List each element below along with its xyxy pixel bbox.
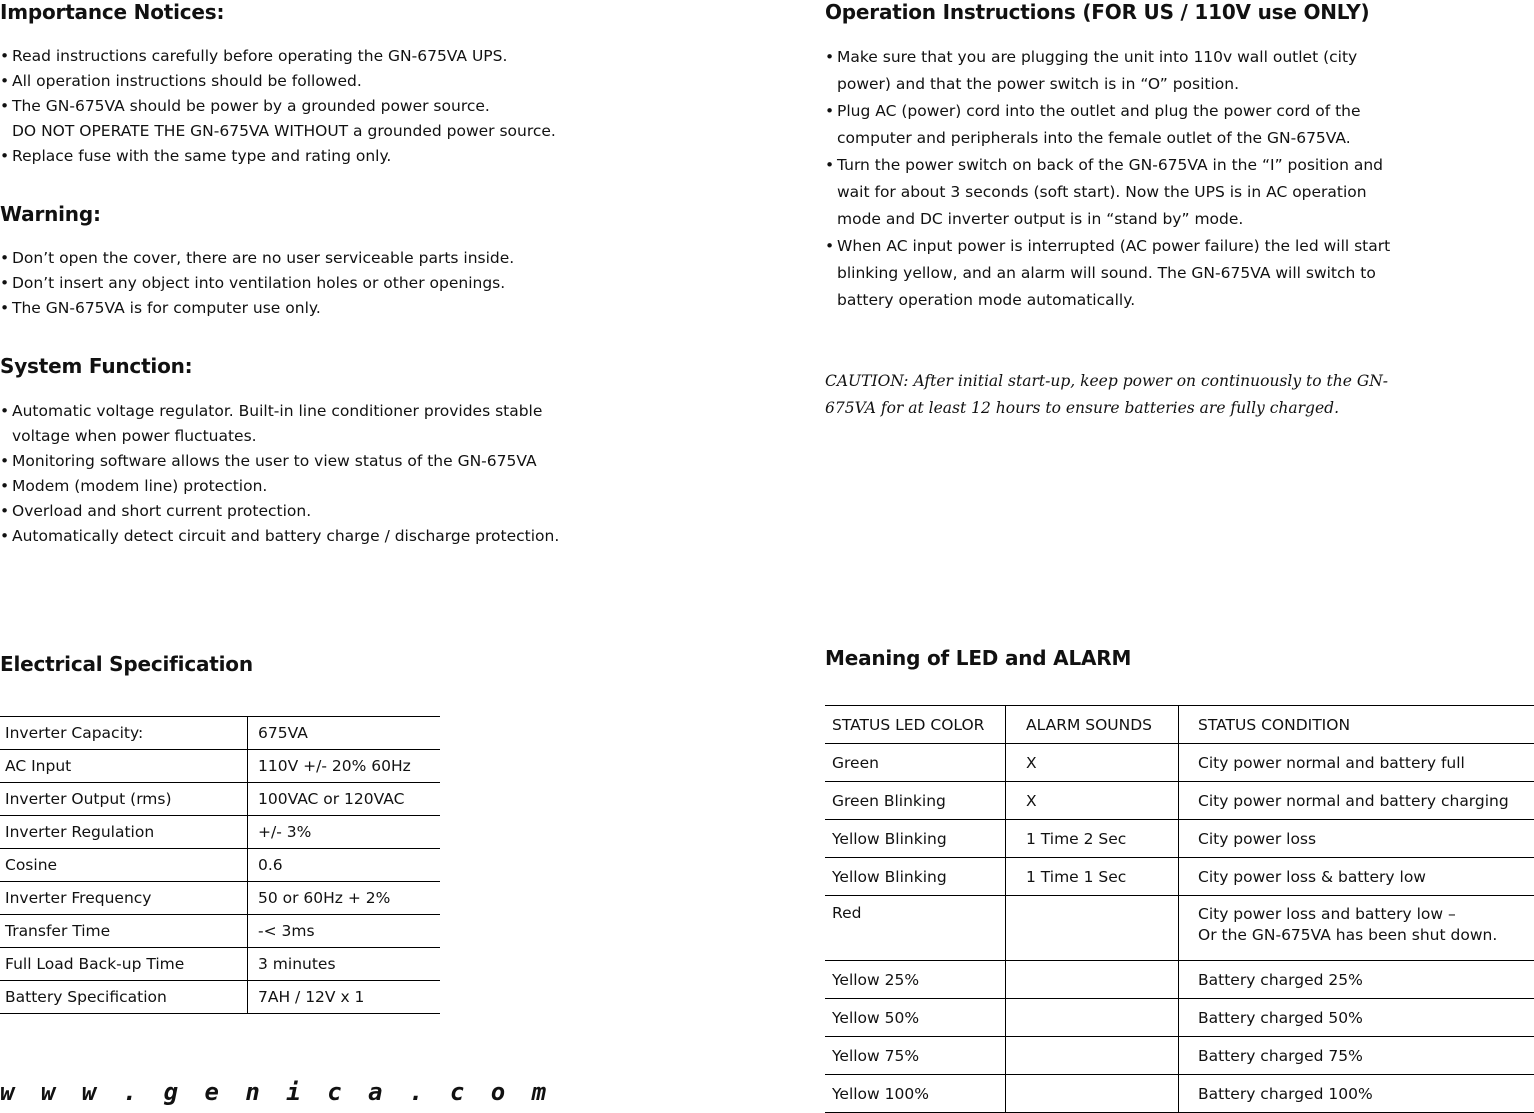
list-item: • All operation instructions should be followed.: [0, 69, 620, 94]
importance-notices-heading: Importance Notices:: [0, 0, 224, 24]
spec-value: 0.6: [248, 849, 441, 882]
table-row: [825, 896, 1534, 961]
list-item: • Don’t insert any object into ventilation holes or other openings.: [0, 271, 620, 296]
led-color-cell: Yellow 100%: [825, 1075, 1006, 1113]
table-row: [825, 744, 1534, 782]
list-item: [0, 94, 620, 144]
spec-label: Battery Specification: [0, 981, 248, 1014]
column-header-status-condition: STATUS CONDITION: [1179, 706, 1534, 744]
status-condition-cell: City power loss: [1179, 820, 1534, 858]
led-color-cell: Green: [825, 744, 1006, 782]
led-color-cell: Yellow Blinking: [825, 820, 1006, 858]
list-item: • Modem (modem line) protection.: [0, 474, 575, 499]
table-row: [825, 1037, 1534, 1075]
list-item-continuation: DO NOT OPERATE THE GN-675VA WITHOUT a grounded power source.: [12, 122, 556, 140]
status-condition-cell: Battery charged 50%: [1179, 999, 1534, 1037]
spec-value: 675VA: [248, 717, 441, 750]
alarm-sound-cell: X: [1006, 744, 1179, 782]
table-row: [0, 816, 440, 849]
status-condition-line: City power loss and battery low –: [1198, 904, 1534, 925]
spec-label: Inverter Frequency: [0, 882, 248, 915]
spec-value: 100VAC or 120VAC: [248, 783, 441, 816]
status-condition-cell: Battery charged 25%: [1179, 961, 1534, 999]
electrical-specification-heading: Electrical Specification: [0, 652, 253, 676]
alarm-sound-cell: X: [1006, 782, 1179, 820]
table-row: [0, 882, 440, 915]
spec-label: Inverter Output (rms): [0, 783, 248, 816]
status-condition-cell: City power normal and battery charging: [1179, 782, 1534, 820]
column-header-alarm-sounds: ALARM SOUNDS: [1006, 706, 1179, 744]
led-color-cell: Green Blinking: [825, 782, 1006, 820]
spec-value: 3 minutes: [248, 948, 441, 981]
alarm-sound-cell: [1006, 896, 1179, 961]
alarm-sound-cell: [1006, 1075, 1179, 1113]
electrical-specification-table: [0, 716, 440, 1014]
alarm-sound-cell: [1006, 1037, 1179, 1075]
alarm-sound-cell: [1006, 999, 1179, 1037]
list-item: • Monitoring software allows the user to view status of the GN-675VA: [0, 449, 575, 474]
alarm-sound-cell: [1006, 961, 1179, 999]
operation-instructions-heading: Operation Instructions (FOR US / 110V use ONLY): [825, 0, 1369, 24]
caution-note: CAUTION: After initial start-up, keep power on continuously to the GN-675VA for at least 12 hours to ensure batteries are fully charged.: [825, 368, 1395, 422]
list-item: • The GN-675VA is for computer use only.: [0, 296, 620, 321]
importance-notices-list: [0, 44, 620, 169]
table-row: [0, 915, 440, 948]
table-header-row: [825, 706, 1534, 744]
table-row: [825, 961, 1534, 999]
spec-label: Inverter Regulation: [0, 816, 248, 849]
list-item: • Turn the power switch on back of the GN-675VA in the “I” position and wait for about 3 seconds (soft start). Now the UPS is in AC operation mode and DC inverter output is in “stand by” mode.: [825, 152, 1400, 233]
list-item: • Read instructions carefully before operating the GN-675VA UPS.: [0, 44, 620, 69]
status-condition-cell: City power normal and battery full: [1179, 744, 1534, 782]
spec-label: Full Load Back-up Time: [0, 948, 248, 981]
table-row: [0, 948, 440, 981]
alarm-sound-cell: 1 Time 1 Sec: [1006, 858, 1179, 896]
spec-value: -< 3ms: [248, 915, 441, 948]
status-condition-cell: [1179, 896, 1534, 961]
status-condition-cell: Battery charged 100%: [1179, 1075, 1534, 1113]
led-color-cell: Yellow 75%: [825, 1037, 1006, 1075]
alarm-sound-cell: 1 Time 2 Sec: [1006, 820, 1179, 858]
spec-label: Transfer Time: [0, 915, 248, 948]
warning-heading: Warning:: [0, 202, 101, 226]
status-condition-line: Or the GN-675VA has been shut down.: [1198, 925, 1534, 946]
list-item: • Plug AC (power) cord into the outlet and plug the power cord of the computer and peripherals into the female outlet of the GN-675VA.: [825, 98, 1400, 152]
status-condition-cell: City power loss & battery low: [1179, 858, 1534, 896]
table-row: [825, 820, 1534, 858]
website-url: w w w . g e n i c a . c o m: [0, 1078, 552, 1106]
table-row: [0, 750, 440, 783]
table-row: [0, 981, 440, 1014]
list-item: • Don’t open the cover, there are no user serviceable parts inside.: [0, 246, 620, 271]
table-row: [825, 782, 1534, 820]
list-item: • Overload and short current protection.: [0, 499, 575, 524]
spec-value: +/- 3%: [248, 816, 441, 849]
system-function-heading: System Function:: [0, 354, 192, 378]
spec-label: AC Input: [0, 750, 248, 783]
led-color-cell: Yellow 25%: [825, 961, 1006, 999]
table-row: [825, 1075, 1534, 1113]
led-color-cell: Yellow 50%: [825, 999, 1006, 1037]
list-item: • Make sure that you are plugging the unit into 110v wall outlet (city power) and that the power switch is in “O” position.: [825, 44, 1400, 98]
led-color-cell: Yellow Blinking: [825, 858, 1006, 896]
warning-list: [0, 246, 620, 321]
list-item: • Automatic voltage regulator. Built-in line conditioner provides stable voltage when power fluctuates.: [0, 399, 575, 449]
led-color-cell: Red: [825, 896, 1006, 961]
list-item: • Replace fuse with the same type and rating only.: [0, 144, 620, 169]
spec-value: 50 or 60Hz + 2%: [248, 882, 441, 915]
list-item-text: The GN-675VA should be power by a grounded power source.: [12, 97, 490, 115]
led-alarm-heading: Meaning of LED and ALARM: [825, 646, 1131, 670]
system-function-list: [0, 399, 575, 549]
table-row: [0, 783, 440, 816]
status-condition-cell: Battery charged 75%: [1179, 1037, 1534, 1075]
spec-label: Inverter Capacity:: [0, 717, 248, 750]
spec-label: Cosine: [0, 849, 248, 882]
table-row: [825, 858, 1534, 896]
table-row: [0, 849, 440, 882]
list-item: • When AC input power is interrupted (AC power failure) the led will start blinking yellow, and an alarm will sound. The GN-675VA will switch to battery operation mode automatically.: [825, 233, 1400, 314]
spec-value: 7AH / 12V x 1: [248, 981, 441, 1014]
table-row: [0, 717, 440, 750]
spec-value: 110V +/- 20% 60Hz: [248, 750, 441, 783]
operation-instructions-list: [825, 44, 1400, 314]
table-row: [825, 999, 1534, 1037]
column-header-led-color: STATUS LED COLOR: [825, 706, 1006, 744]
led-alarm-table: [825, 705, 1534, 1113]
list-item: • Automatically detect circuit and battery charge / discharge protection.: [0, 524, 575, 549]
